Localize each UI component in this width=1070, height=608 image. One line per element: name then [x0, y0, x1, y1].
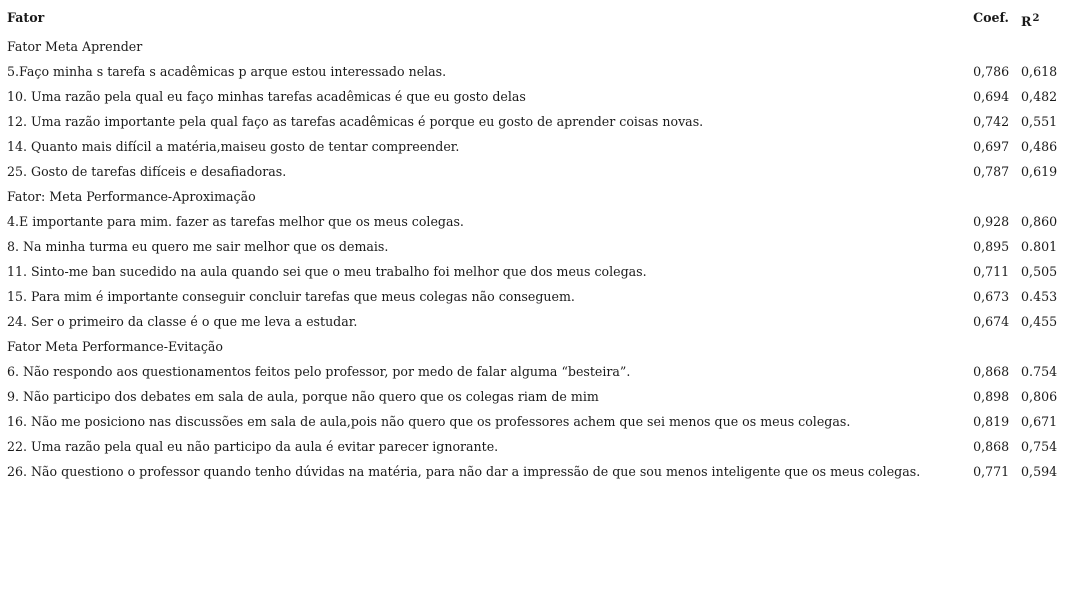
header-fator: Fator — [7, 10, 45, 25]
coef-cell: 0,674 — [973, 314, 1010, 329]
coef-cell: 0,787 — [973, 164, 1010, 179]
item-text: 5.Faço minha s tarefa s acadêmicas p arque estou interessado nelas. — [7, 64, 447, 79]
header-r2 — [1021, 10, 1065, 29]
item-text: 26. Não questiono o professor quando tenho dúvidas na matéria, para não dar a impressão de que sou menos inteligente que os meus colegas. — [7, 464, 921, 479]
item-text: 25. Gosto de tarefas difíceis e desafiadoras. — [7, 164, 287, 179]
table-row — [7, 134, 1065, 159]
coef-cell: 0,898 — [973, 389, 1010, 404]
coef-cell: 0,711 — [973, 264, 1010, 279]
coef-cell: 0,742 — [973, 114, 1010, 129]
table-row — [7, 109, 1065, 134]
item-text: 6. Não respondo aos questionamentos feitos pelo professor, por medo de falar alguma “besteira”. — [7, 364, 631, 379]
section-heading: Fator: Meta Performance-Aproximação — [7, 189, 256, 204]
item-text: 12. Uma razão importante pela qual faço as tarefas acadêmicas é porque eu gosto de aprender coisas novas. — [7, 114, 704, 129]
coef-cell: 0,819 — [973, 414, 1010, 429]
table-header-row — [7, 6, 1065, 34]
table-row — [7, 84, 1065, 109]
r2-cell: 0,505 — [1021, 264, 1058, 279]
table-row — [7, 284, 1065, 309]
factor-table — [7, 6, 1065, 484]
coef-cell: 0,694 — [973, 89, 1010, 104]
r2-cell: 0,455 — [1021, 314, 1058, 329]
item-text: 4.E importante para mim. fazer as tarefas melhor que os meus colegas. — [7, 214, 464, 229]
table-row — [7, 359, 1065, 384]
item-text: 14. Quanto mais difícil a matéria,maiseu gosto de tentar compreender. — [7, 139, 460, 154]
table-row — [7, 384, 1065, 409]
coef-cell: 0,868 — [973, 364, 1010, 379]
r2-cell: 0.754 — [1021, 364, 1058, 379]
r2-cell: 0,860 — [1021, 214, 1058, 229]
table-row — [7, 409, 1065, 434]
coef-cell: 0,697 — [973, 139, 1010, 154]
section-heading: Fator Meta Aprender — [7, 39, 143, 54]
section-heading-row — [7, 34, 1065, 59]
r2-cell: 0,806 — [1021, 389, 1058, 404]
table-row — [7, 309, 1065, 334]
section-heading-row — [7, 184, 1065, 209]
coef-cell: 0,928 — [973, 214, 1010, 229]
item-text: 10. Uma razão pela qual eu faço minhas tarefas acadêmicas é que eu gosto delas — [7, 89, 526, 104]
header-r2-base: R — [1021, 14, 1032, 29]
coef-cell: 0,771 — [973, 464, 1010, 479]
table-row — [7, 59, 1065, 84]
table-body — [7, 34, 1065, 484]
r2-cell: 0,618 — [1021, 64, 1058, 79]
item-text: 15. Para mim é importante conseguir concluir tarefas que meus colegas não conseguem. — [7, 289, 575, 304]
r2-cell: 0,482 — [1021, 89, 1058, 104]
table-row — [7, 209, 1065, 234]
coef-cell: 0,673 — [973, 289, 1010, 304]
r2-cell: 0,671 — [1021, 414, 1058, 429]
table-row — [7, 459, 1065, 484]
r2-cell: 0,594 — [1021, 464, 1058, 479]
item-text: 8. Na minha turma eu quero me sair melhor que os demais. — [7, 239, 389, 254]
item-text: 16. Não me posiciono nas discussões em sala de aula,pois não quero que os professores achem que sei menos que os meus colegas. — [7, 414, 851, 429]
table-row — [7, 234, 1065, 259]
coef-cell: 0,895 — [973, 239, 1010, 254]
item-text: 9. Não participo dos debates em sala de aula, porque não quero que os colegas riam de mim — [7, 389, 599, 404]
r2-cell: 0.453 — [1021, 289, 1058, 304]
table-row — [7, 259, 1065, 284]
item-text: 11. Sinto-me ban sucedido na aula quando sei que o meu trabalho foi melhor que dos meus colegas. — [7, 264, 647, 279]
item-text: 24. Ser o primeiro da classe é o que me leva a estudar. — [7, 314, 358, 329]
item-text: 22. Uma razão pela qual eu não participo da aula é evitar parecer ignorante. — [7, 439, 499, 454]
coef-cell: 0,868 — [973, 439, 1010, 454]
r2-cell: 0,486 — [1021, 139, 1058, 154]
section-heading-row — [7, 334, 1065, 359]
header-r2-sup: 2 — [1032, 13, 1040, 24]
coef-cell: 0,786 — [973, 64, 1010, 79]
r2-cell: 0,754 — [1021, 439, 1058, 454]
section-heading: Fator Meta Performance-Evitação — [7, 339, 223, 354]
r2-cell: 0.801 — [1021, 239, 1058, 254]
table-row — [7, 434, 1065, 459]
table-row — [7, 159, 1065, 184]
r2-cell: 0,551 — [1021, 114, 1058, 129]
r2-cell: 0,619 — [1021, 164, 1058, 179]
header-coef: Coef. — [973, 10, 1009, 25]
